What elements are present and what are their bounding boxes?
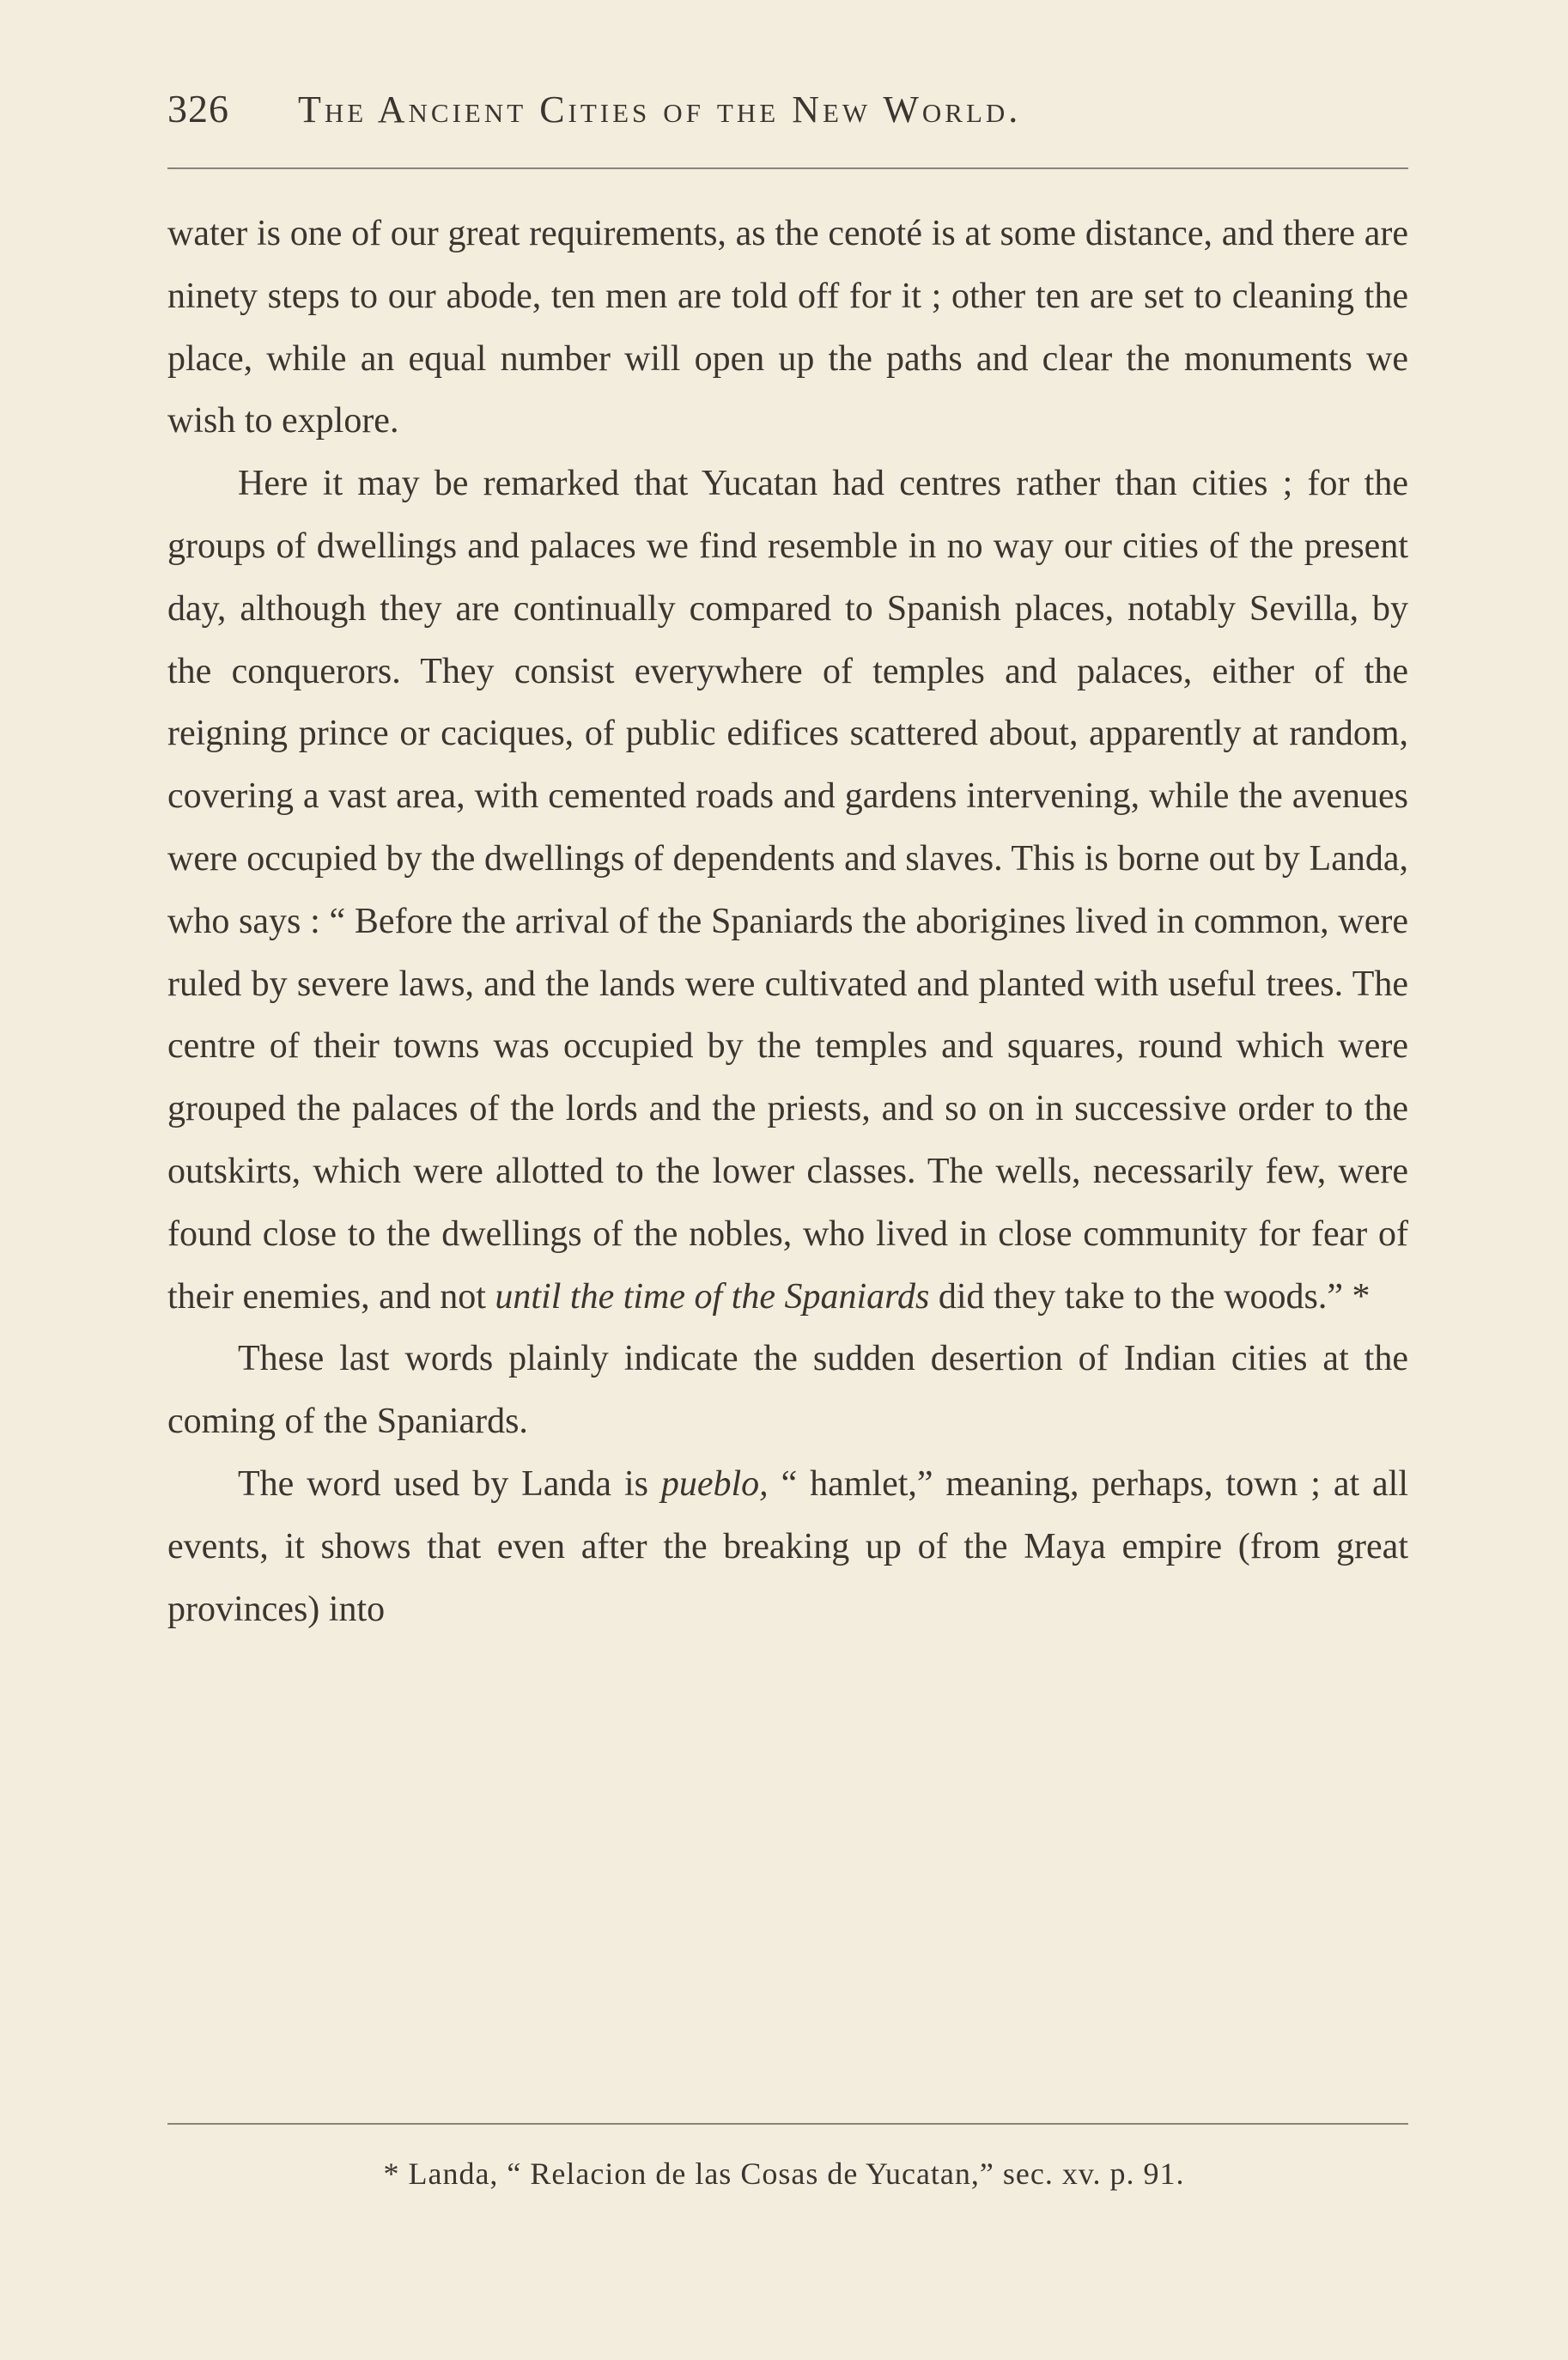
paragraph-2-italic: until the time of the Spaniards (495, 1276, 930, 1317)
paragraph-1: water is one of our great requirements, as the cenoté is at some distance, and there are ninety steps to our abode, ten men are told off for it ; other ten are set to cleaning the place, while an equal number will open up the paths and clear the monuments we wish to explore. (167, 214, 1408, 441)
header-rule (167, 167, 1408, 169)
body-text (167, 203, 1408, 1640)
paragraph-4-start: The word used by Landa is (238, 1463, 648, 1504)
paragraph-3: These last words plainly indicate the sudden desertion of Indian cities at the coming of the Spaniards. (167, 1339, 1408, 1442)
page-number: 326 (167, 87, 229, 131)
paragraph-4-italic: pueblo, (660, 1463, 769, 1504)
footnote: * Landa, “ Relacion de las Cosas de Yucatan,” sec. xv. p. 91. (383, 2156, 1185, 2191)
paragraph-4 (167, 1453, 1408, 1640)
paragraph-2-text: Here it may be remarked that Yucatan had centres rather than cities ; for the groups of dwellings and palaces we find resemble in no way our cities of the present day, although they are continually compared to Spanish places, notably Sevilla, by the conquerors. They consist everywhere of temples and palaces, either of the reigning prince or caciques, of public edifices scattered about, apparently at random, covering a vast area, with cemented roads and gardens intervening, while the avenues were occupied by the dwellings of dependents and slaves. This is borne out by Landa, who says : “ Before the arrival of the Spaniards the aborigines lived in common, were ruled by severe laws, and the lands were cultivated and planted with useful trees. The centre of their towns was occupied by the temples and squares, round which were grouped the palaces of the lords and the priests, and so on in successive order to the outskirts, which were allotted to the lower classes. The wells, necessarily few, were found close to the dwellings of the nobles, who lived in close community for fear of their enemies, and not (167, 464, 1408, 1317)
paragraph-4-end: “ hamlet,” meaning, perhaps, town ; at all events, it shows that even after the breaking up of the Maya empire (from great provinces) into (167, 1463, 1409, 1629)
paragraph-2 (167, 453, 1408, 1328)
paragraph-2-end: did they take to the woods.” * (938, 1276, 1370, 1317)
running-head (167, 86, 1408, 146)
running-title: The Ancient Cities of the New World. (298, 88, 1022, 131)
footnote-rule (167, 2123, 1408, 2125)
